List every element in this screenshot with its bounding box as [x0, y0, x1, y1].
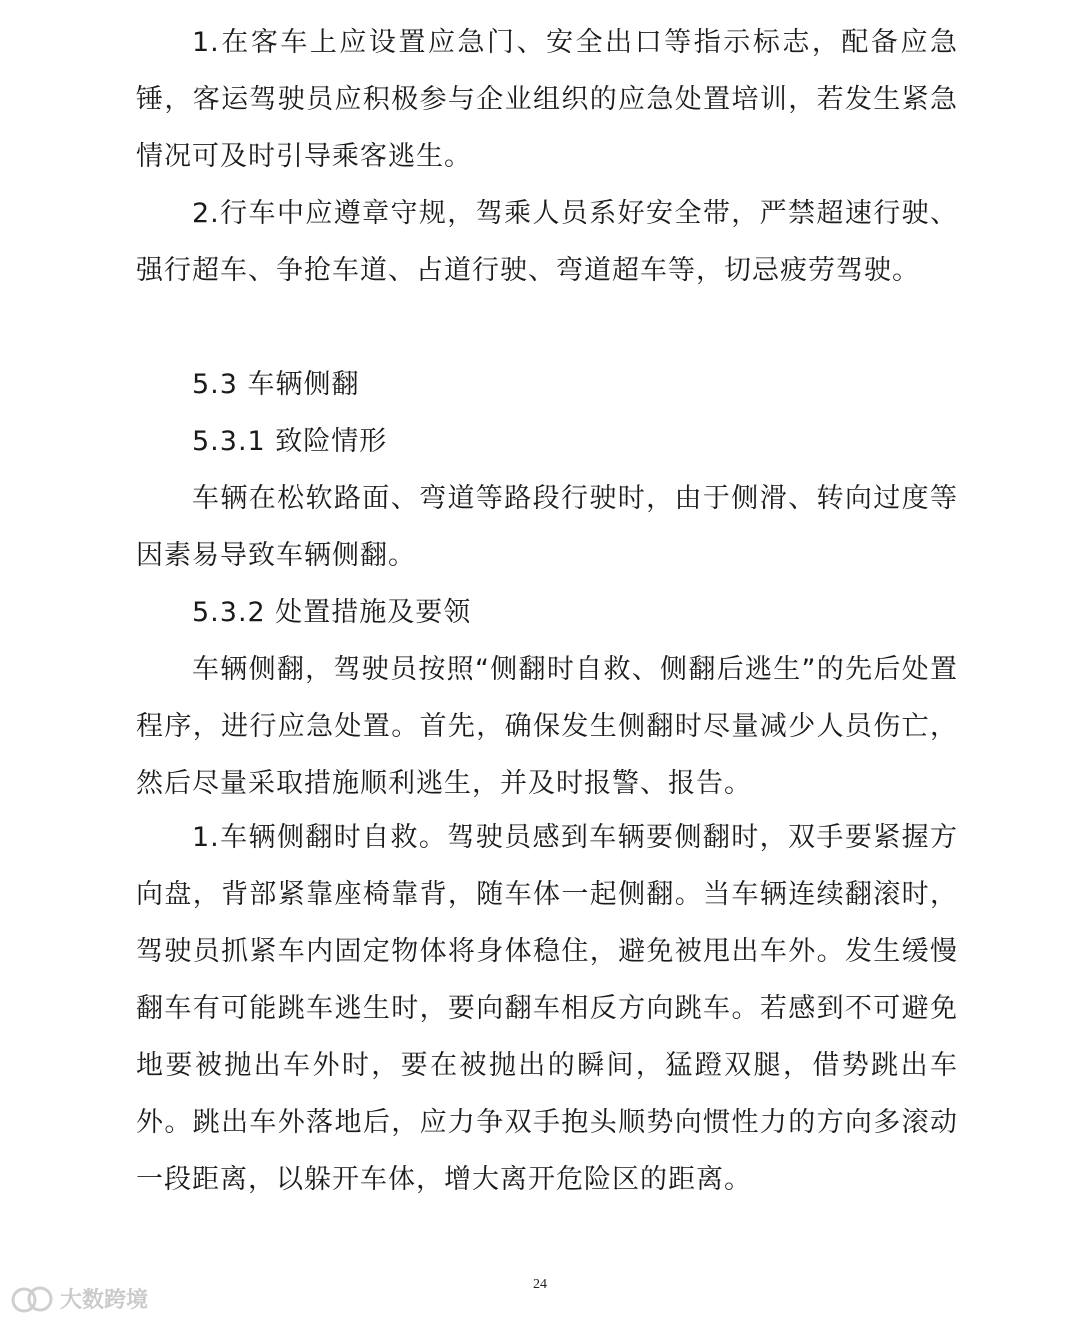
paragraph-emergency-equipment: 1.在客车上应设置应急门、安全出口等指示标志，配备应急锤，客运驾驶员应积极参与企业组织的应急处置培训，若发生紧急情况可及时引导乘客逃生。	[136, 27, 958, 172]
subsection-heading-measures: 5.3.2 处置措施及要领	[192, 597, 472, 628]
paragraph-risk-description: 车辆在松软路面、弯道等路段行驶时，由于侧滑、转向过度等因素易导致车辆侧翻。	[136, 483, 958, 571]
section-heading-rollover: 5.3 车辆侧翻	[192, 369, 360, 400]
watermark-text: 大数跨境	[60, 1288, 149, 1313]
watermark	[10, 1283, 148, 1314]
paragraph-self-rescue: 1.车辆侧翻时自救。驾驶员感到车辆要侧翻时，双手要紧握方向盘，背部紧靠座椅靠背，随车体一起侧翻。当车辆连续翻滚时，驾驶员抓紧车内固定物体将身体稳住，避免被甩出车外。发生缓慢翻车有可能跳车逃生时，要向翻车相反方向跳车。若感到不可避免地要被抛出车外时，要在被抛出的瞬间，猛蹬双腿，借势跳出车外。跳出车外落地后，应力争双手抱头顺势向惯性力的方向多滚动一段距离，以躲开车体，增大离开危险区的距离。	[136, 822, 958, 1195]
page-number: 24	[533, 1277, 547, 1292]
watermark-logo-icon	[10, 1284, 54, 1314]
subsection-heading-risk: 5.3.1 致险情形	[192, 426, 388, 457]
paragraph-driving-rules: 2.行车中应遵章守规，驾乘人员系好安全带，严禁超速行驶、强行超车、争抢车道、占道行驶、弯道超车等，切忌疲劳驾驶。	[136, 198, 958, 286]
paragraph-measures: 车辆侧翻，驾驶员按照“侧翻时自救、侧翻后逃生”的先后处置程序，进行应急处置。首先，确保发生侧翻时尽量减少人员伤亡，然后尽量采取措施顺利逃生，并及时报警、报告。	[136, 654, 958, 799]
